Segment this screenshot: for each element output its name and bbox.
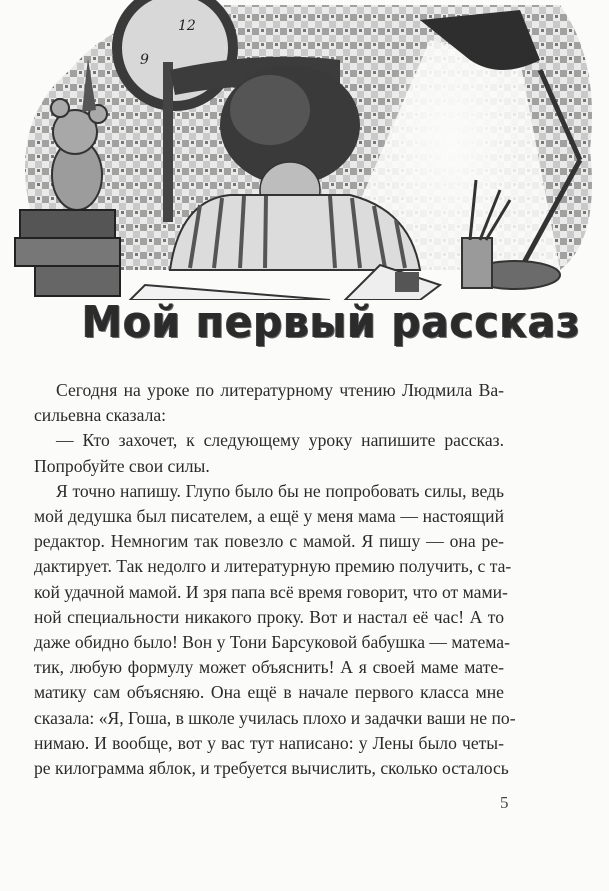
text-line: Я точно напишу. Глупо было бы не попробовать силы, ведь: [56, 480, 504, 501]
paragraph: [34, 479, 516, 781]
text-line: кой удачной мамой. И зря папа всё время говорит, что от мами-: [34, 581, 508, 602]
text-line: сильевна сказала:: [34, 405, 167, 426]
text-line: Сегодня на уроке по литературному чтению Людмила Ва-: [56, 380, 504, 400]
text-line: дактирует. Так недолго и литературную премию получить, с та-: [34, 556, 512, 577]
paragraph: [34, 378, 504, 428]
text-line: редактор. Немногим так повезло с мамой. Я пишу — она ре-: [34, 531, 504, 552]
svg-text:9: 9: [140, 52, 149, 68]
text-line: мой дедушка был писателем, а ещё у меня мама — настоящий: [34, 506, 504, 527]
text-line: нимаю. И вообще, вот у вас тут написано: у Лены было четы-: [34, 732, 504, 753]
paragraph: [34, 428, 504, 478]
chapter-illustration: [0, 0, 609, 300]
svg-text:12: 12: [178, 18, 196, 34]
text-line: ной специальности никакого проку. Вот и настал её час! А то: [34, 606, 504, 627]
text-line: Попробуйте свои силы.: [34, 455, 210, 476]
text-line: матику сам объясняю. Она ещё в начале первого класса мне: [34, 682, 504, 703]
text-line: даже обидно было! Вон у Тони Барсуковой бабушка — матема-: [34, 632, 510, 653]
text-line: — Кто захочет, к следующему уроку напишите рассказ.: [56, 430, 504, 451]
page-number: 5: [500, 793, 509, 812]
text-line: сказала: «Я, Гоша, в школе училась плохо и задачки ваши не по-: [34, 707, 516, 728]
body-text: [34, 378, 516, 781]
text-line: тик, любую формулу может объяснить! А я своей маме мате-: [34, 657, 504, 678]
chapter-title: Мой первый рассказ: [82, 297, 581, 348]
text-line: ре килограмма яблок, и требуется вычислить, сколько осталось: [34, 758, 509, 779]
